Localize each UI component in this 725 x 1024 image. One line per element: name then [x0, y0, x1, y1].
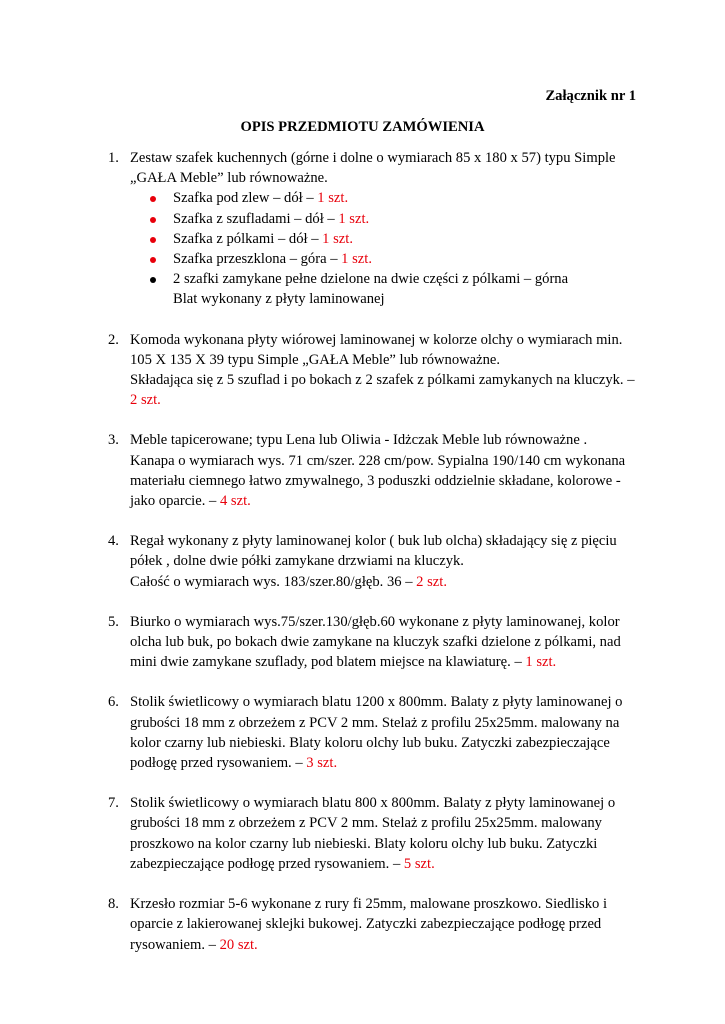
- items-list: [108, 148, 648, 975]
- item-number: 8.: [108, 896, 119, 913]
- sub-item: [130, 209, 648, 229]
- sub-item-text: Szafka z pólkami – dół –: [173, 230, 323, 247]
- item-text-line: kolor czarny lub niebieski. Blaty koloru olchy lub buku. Zatyczki zabezpieczające: [130, 734, 610, 751]
- sub-item: [130, 249, 648, 269]
- item-qty: 2 szt.: [130, 392, 161, 409]
- item-text-line: półek , dolne dwie półki zamykane drzwiami na kluczyk.: [130, 553, 464, 570]
- item-text: rysowaniem. –: [130, 936, 220, 953]
- sub-item-list: [130, 188, 648, 309]
- bullet-icon: [150, 277, 156, 283]
- list-item: [108, 894, 648, 955]
- item-number: 5.: [108, 613, 119, 630]
- sub-item: [130, 188, 648, 208]
- sub-item-qty: 1 szt.: [317, 190, 349, 207]
- item-text-line-last: [130, 491, 648, 511]
- item-text-line-last: [130, 572, 648, 592]
- item-text-line: „GAŁA Meble” lub równoważne.: [130, 170, 328, 187]
- document-title-text: OPIS PRZEDMIOTU ZAMÓWIENIA: [240, 119, 485, 135]
- sub-item-qty: 1 szt.: [338, 210, 370, 227]
- item-text-line: Kanapa o wymiarach wys. 71 cm/szer. 228 cm/pow. Sypialna 190/140 cm wykonana: [130, 452, 626, 469]
- item-qty: 1 szt.: [525, 654, 557, 671]
- bullet-icon: [150, 217, 156, 223]
- item-text: podłogę przed rysowaniem. –: [130, 755, 307, 772]
- sub-item-text: Szafka z szufladami – dół –: [173, 210, 339, 227]
- item-text: zabezpieczające podłogę przed rysowaniem. –: [130, 855, 404, 872]
- bullet-icon: [150, 257, 156, 263]
- sub-item: [130, 229, 648, 249]
- item-number: 2.: [108, 331, 119, 348]
- item-number: 7.: [108, 795, 119, 812]
- item-text-line-last: [130, 753, 648, 773]
- item-text-line: grubości 18 mm z obrzeżem z PCV 2 mm. Stelaż z profilu 25x25mm. malowany: [130, 815, 602, 832]
- item-text-line: Meble tapicerowane; typu Lena lub Oliwia - Idżczak Meble lub równoważne .: [130, 432, 588, 449]
- item-text: jako oparcie. –: [130, 493, 220, 510]
- item-text-line: proszkowo na kolor czarny lub niebieski. Blaty koloru olchy lub buku. Zatyczki: [130, 835, 598, 852]
- item-text: mini dwie zamykane szuflady, pod blatem miejsce na klawiaturę. –: [130, 654, 526, 671]
- item-text-line: Regał wykonany z płyty laminowanej kolor ( buk lub olcha) składający się z pięciu: [130, 533, 617, 550]
- list-item: [108, 330, 648, 411]
- bullet-icon: [150, 237, 156, 243]
- item-text: Całość o wymiarach wys. 183/szer.80/głęb. 36 –: [130, 573, 417, 590]
- item-text-line: 105 X 135 X 39 typu Simple „GAŁA Meble” lub równoważne.: [130, 351, 501, 368]
- item-qty: 3 szt.: [306, 755, 338, 772]
- item-number: 4.: [108, 533, 119, 550]
- attachment-label: Załącznik nr 1: [545, 88, 636, 104]
- sub-item-text: 2 szafki zamykane pełne dzielone na dwie części z pólkami – górna: [173, 271, 569, 288]
- item-text-line: oparcie z lakierowanej sklejki bukowej. Zatyczki zabezpieczające podłogę przed: [130, 916, 602, 933]
- item-text-line: Biurko o wymiarach wys.75/szer.130/głęb.60 wykonane z płyty laminowanej, kolor: [130, 613, 620, 630]
- item-number: 3.: [108, 432, 119, 449]
- list-item: [108, 612, 648, 673]
- item-text-line-last: [130, 652, 648, 672]
- item-text-line: Zestaw szafek kuchennych (górne i dolne o wymiarach 85 x 180 x 57) typu Simple: [130, 150, 616, 166]
- item-text-line: Komoda wykonana płyty wiórowej laminowanej w kolorze olchy o wymiarach min.: [130, 331, 623, 348]
- item-qty: 2 szt.: [416, 573, 447, 590]
- item-text-line: grubości 18 mm z obrzeżem z PCV 2 mm. Stelaż z profilu 25x25mm. malowany na: [130, 714, 620, 731]
- item-text-line-last: [130, 935, 648, 955]
- item-text-line: Składająca się z 5 szuflad i po bokach z 2 szafek z pólkami zamykanych na kluczyk. –: [130, 372, 635, 389]
- sub-item-qty: 1 szt.: [322, 230, 353, 247]
- list-item: [108, 692, 648, 773]
- item-text-line: olcha lub buk, po bokach dwie zamykane na kluczyk szafki dzielone z pólkami, nad: [130, 634, 621, 651]
- item-text-line: Krzesło rozmiar 5-6 wykonane z rury fi 25mm, malowane proszkowo. Siedlisko i: [130, 896, 608, 913]
- item-text-line-last: [130, 854, 648, 874]
- sub-item: [130, 269, 648, 289]
- item-number: 6.: [108, 694, 119, 711]
- list-item: [108, 531, 648, 592]
- item-qty: 5 szt.: [403, 855, 435, 872]
- item-qty: 20 szt.: [219, 936, 258, 953]
- item-text-line: materiału ciemnego łatwo zmywalnego, 3 poduszki oddzielnie składane, kolorowe -: [130, 472, 621, 489]
- item-text-line: Stolik świetlicowy o wymiarach blatu 1200 x 800mm. Balaty z płyty laminowanej o: [130, 694, 623, 711]
- list-item: [108, 148, 648, 310]
- sub-item-continuation: [130, 289, 648, 309]
- sub-item-qty: 1 szt.: [341, 251, 372, 268]
- bullet-icon: [150, 196, 156, 202]
- item-text-line: Stolik świetlicowy o wymiarach blatu 800 x 800mm. Balaty z płyty laminowanej o: [130, 795, 616, 812]
- list-item: [108, 430, 648, 511]
- sub-item-text: Szafka pod zlew – dół –: [173, 190, 318, 207]
- item-qty: 4 szt.: [219, 493, 251, 510]
- sub-item-text: Blat wykonany z płyty laminowanej: [173, 291, 385, 308]
- item-number: 1.: [108, 150, 119, 166]
- sub-item-text: Szafka przeszklona – góra –: [173, 251, 342, 268]
- list-item: [108, 793, 648, 874]
- document-title: [0, 119, 725, 136]
